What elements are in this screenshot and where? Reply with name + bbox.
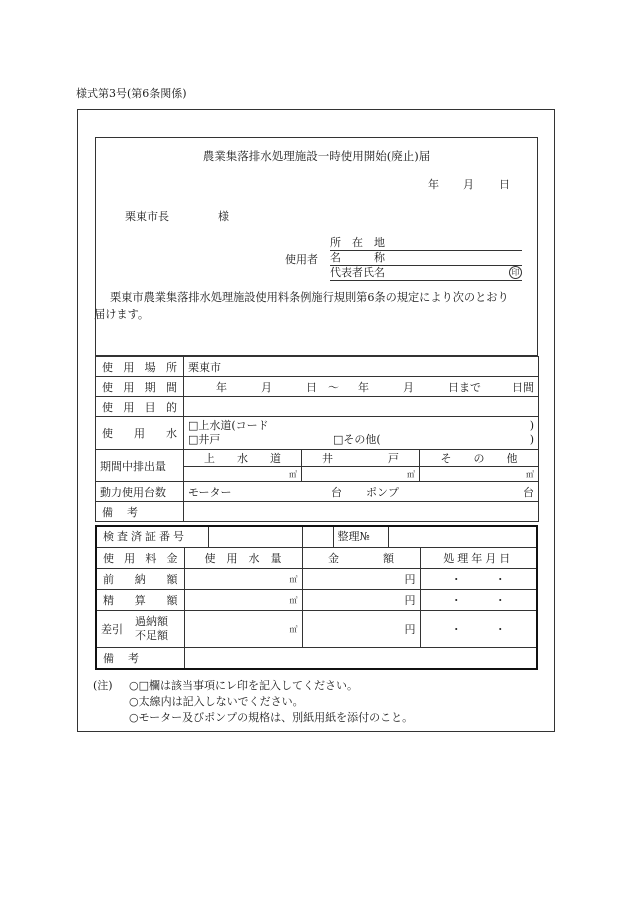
fee-label: 使 用 料 金 [96,548,184,569]
remarks2-value[interactable] [184,648,537,670]
form-number: 様式第3号(第6条関係) [76,87,187,100]
motor-label: モーター [188,485,232,499]
remarks-value[interactable] [184,502,539,522]
prepaid-date[interactable]: ・ ・ [420,569,537,590]
col-other: そ の 他 [420,450,539,467]
period-end-month: 月 [403,380,414,394]
notes [93,678,413,726]
diff-overpaid: 過納額 [135,615,168,628]
date-year: 年 [428,178,439,191]
col-well: 井 戸 [302,450,420,467]
paren-close: ) [529,433,534,446]
diff-date[interactable]: ・ ・ [420,611,537,648]
discharge-label: 期間中排出量 [96,450,184,482]
name-field[interactable] [330,251,522,266]
period-start-year: 年 [216,380,227,394]
declaration-line-1: 栗東市農業集落排水処理施設使用料条例施行規則第6条の規定により次のとおり [110,291,509,304]
declaration-line-2: 届けます。 [94,308,150,321]
form-title: 農業集落排水処理施設一時使用開始(廃止)届 [202,149,431,163]
table-row [96,590,537,611]
settle-date[interactable]: ・ ・ [420,590,537,611]
prepaid-amount[interactable]: 円 [302,569,420,590]
table-row [96,548,537,569]
table-row [96,648,537,670]
checkbox-other[interactable]: □その他( [333,433,381,446]
header-amount: 金 額 [302,548,420,569]
representative-label: 代表者氏名 [330,266,385,279]
prepaid-volume[interactable]: ㎥ [184,569,302,590]
power-label: 動力使用台数 [96,482,184,502]
place-value[interactable]: 栗東市 [184,357,539,377]
power-value[interactable] [184,482,539,502]
period-tilde: 〜 [328,380,339,394]
diff-sashihiki: 差引 [101,623,123,636]
period-end-year: 年 [358,380,369,394]
period-label: 使 用 期 間 [96,377,184,397]
seiri-label: 整理№ [334,527,389,547]
table-row [96,482,539,502]
checkbox-tap-water[interactable]: □上水道(コード [188,419,269,432]
seiri-row [302,526,537,548]
table-row [96,569,537,590]
discharge-other-value[interactable]: ㎥ [420,467,539,482]
table-row [96,450,539,467]
diff-volume[interactable]: ㎥ [184,611,302,648]
table-row [96,611,537,648]
header-volume: 使 用 水 量 [184,548,302,569]
checkbox-well[interactable]: □井戸 [188,433,221,446]
diff-shortfall: 不足額 [135,629,168,642]
cert-label: 検査済証番号 [97,527,209,547]
discharge-well-value[interactable]: ㎥ [302,467,420,482]
remarks2-label: 備 考 [96,648,184,670]
declaration-text [94,289,530,323]
purpose-label: 使 用 目 的 [96,397,184,417]
period-value[interactable] [184,377,539,397]
table-row [96,417,539,450]
remarks-label: 備 考 [96,502,184,522]
place-label: 使 用 場 所 [96,357,184,377]
prepaid-label: 前 納 額 [96,569,184,590]
purpose-value[interactable] [184,397,539,417]
table-row [96,397,539,417]
period-start-day: 日 [306,380,317,394]
settle-volume[interactable]: ㎥ [184,590,302,611]
addressee: 栗東市長 [125,210,169,223]
note-item: ○□欄は該当事項にレ印を記入してください。 [129,679,358,692]
cert-number-row [96,526,302,548]
water-label: 使 用 水 [96,417,184,450]
diff-label [96,611,184,648]
table-row [96,377,539,397]
table-row [96,526,537,548]
name-label: 名 称 [330,251,385,264]
notes-prefix: (注) [93,679,113,692]
diff-amount[interactable]: 円 [302,611,420,648]
settle-amount[interactable]: 円 [302,590,420,611]
seal-mark: 印 [509,266,522,279]
col-tap: 上 水 道 [184,450,302,467]
office-use-table [95,525,538,670]
note-item: ○太線内は記入しないでください。 [129,695,304,708]
header-date: 処理年月日 [420,548,537,569]
address-field[interactable] [330,236,522,251]
period-start-month: 月 [261,380,272,394]
date-month: 月 [463,178,474,191]
addressee-honorific: 様 [218,210,229,223]
motor-unit: 台 [331,485,342,499]
address-label: 所 在 地 [330,236,385,249]
user-label: 使用者 [285,253,318,266]
table-row [96,357,539,377]
paren-close: ) [529,419,534,432]
discharge-tap-value[interactable]: ㎥ [184,467,302,482]
pump-unit: 台 [523,485,534,499]
period-until: 日まで [448,380,481,394]
period-days: 日間 [512,380,534,394]
date-day: 日 [499,178,510,191]
pump-label: ポンプ [366,485,399,499]
usage-table [95,356,539,522]
water-options [184,417,539,450]
representative-field[interactable] [330,266,522,281]
table-row [96,502,539,522]
settle-label: 精 算 額 [96,590,184,611]
note-item: ○モーター及びポンプの規格は、別紙用紙を添付のこと。 [129,711,414,724]
